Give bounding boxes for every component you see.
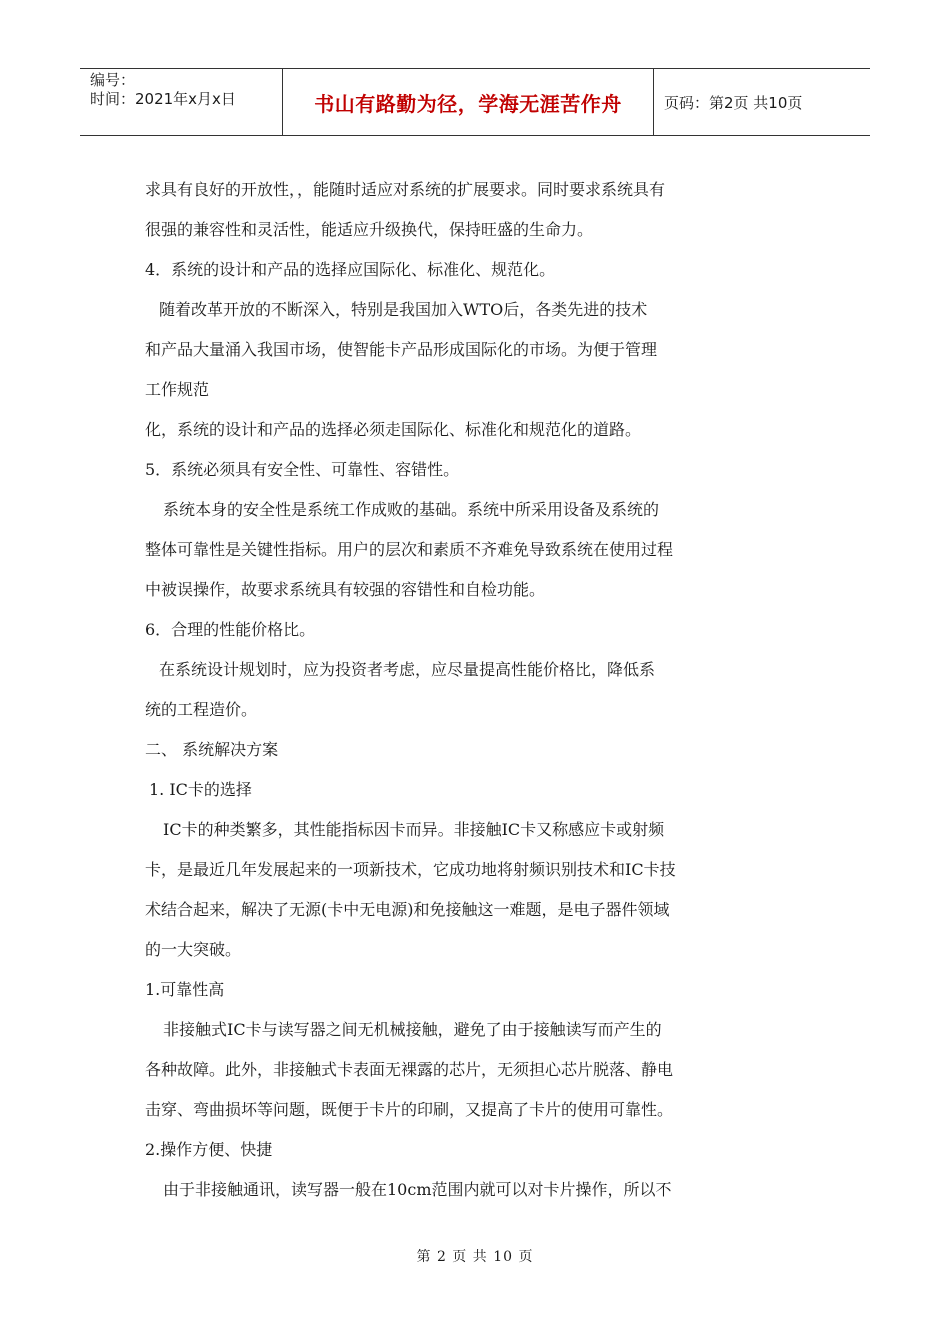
page-info: 页码：第2页 共10页 <box>664 93 803 112</box>
body-line: 随着改革开放的不断深入，特别是我国加入WTO后，各类先进的技术 <box>159 300 648 319</box>
body-line: 击穿、弯曲损坏等问题，既便于卡片的印刷，又提高了卡片的使用可靠性。 <box>145 1100 674 1119</box>
section-heading: 6．合理的性能价格比。 <box>145 620 316 639</box>
body-line: 工作规范 <box>145 380 210 399</box>
document-body <box>145 170 745 1210</box>
body-line: 在系统设计规划时，应为投资者考虑，应尽量提高性能价格比，降低系 <box>159 660 656 679</box>
slogan: 书山有路勤为径，学海无涯苦作舟 <box>314 91 622 116</box>
body-line: 术结合起来，解决了无源(卡中无电源)和免接触这一难题，是电子器件领域 <box>145 900 670 919</box>
body-line: 由于非接触通讯，读写器一般在10cm范围内就可以对卡片操作，所以不 <box>163 1180 672 1199</box>
section-heading: 1. IC卡的选择 <box>149 780 252 799</box>
body-line: 非接触式IC卡与读写器之间无机械接触，避免了由于接触读写而产生的 <box>163 1020 662 1039</box>
page-footer: 第 2 页 共 10 页 <box>416 1249 534 1265</box>
body-line: 卡，是最近几年发展起来的一项新技术，它成功地将射频识别技术和IC卡技 <box>145 860 676 879</box>
body-line: 系统本身的安全性是系统工作成败的基础。系统中所采用设备及系统的 <box>163 500 660 519</box>
body-line: 中被误操作，故要求系统具有较强的容错性和自检功能。 <box>145 580 546 599</box>
body-line: IC卡的种类繁多，其性能指标因卡而异。非接触IC卡又称感应卡或射频 <box>163 820 665 839</box>
subsection-heading: 2.操作方便、快捷 <box>145 1140 273 1159</box>
body-line: 整体可靠性是关键性指标。用户的层次和素质不齐难免导致系统在使用过程 <box>145 540 674 559</box>
chapter-heading: 二、 系统解决方案 <box>145 740 279 759</box>
number-label: 编号： <box>90 71 136 89</box>
time-label: 时间：2021年x月x日 <box>90 90 236 108</box>
header-table <box>80 68 870 136</box>
body-line: 统的工程造价。 <box>145 700 258 719</box>
body-line: 很强的兼容性和灵活性，能适应升级换代，保持旺盛的生命力。 <box>145 220 594 239</box>
body-line: 化，系统的设计和产品的选择必须走国际化、标准化和规范化的道路。 <box>145 420 642 439</box>
section-heading: 4．系统的设计和产品的选择应国际化、标准化、规范化。 <box>145 260 556 279</box>
body-line: 求具有良好的开放性，，能随时适应对系统的扩展要求。同时要求系统具有 <box>145 180 666 199</box>
body-line: 和产品大量涌入我国市场，使智能卡产品形成国际化的市场。为便于管理 <box>145 340 658 359</box>
body-line: 的一大突破。 <box>145 940 242 959</box>
header-slogan-cell <box>282 69 654 135</box>
subsection-heading: 1.可靠性高 <box>145 980 225 999</box>
header-meta <box>80 69 282 135</box>
section-heading: 5．系统必须具有安全性、可靠性、容错性。 <box>145 460 460 479</box>
body-line: 各种故障。此外，非接触式卡表面无裸露的芯片，无须担心芯片脱落、静电 <box>145 1060 674 1079</box>
header-page-info-cell <box>654 69 870 135</box>
